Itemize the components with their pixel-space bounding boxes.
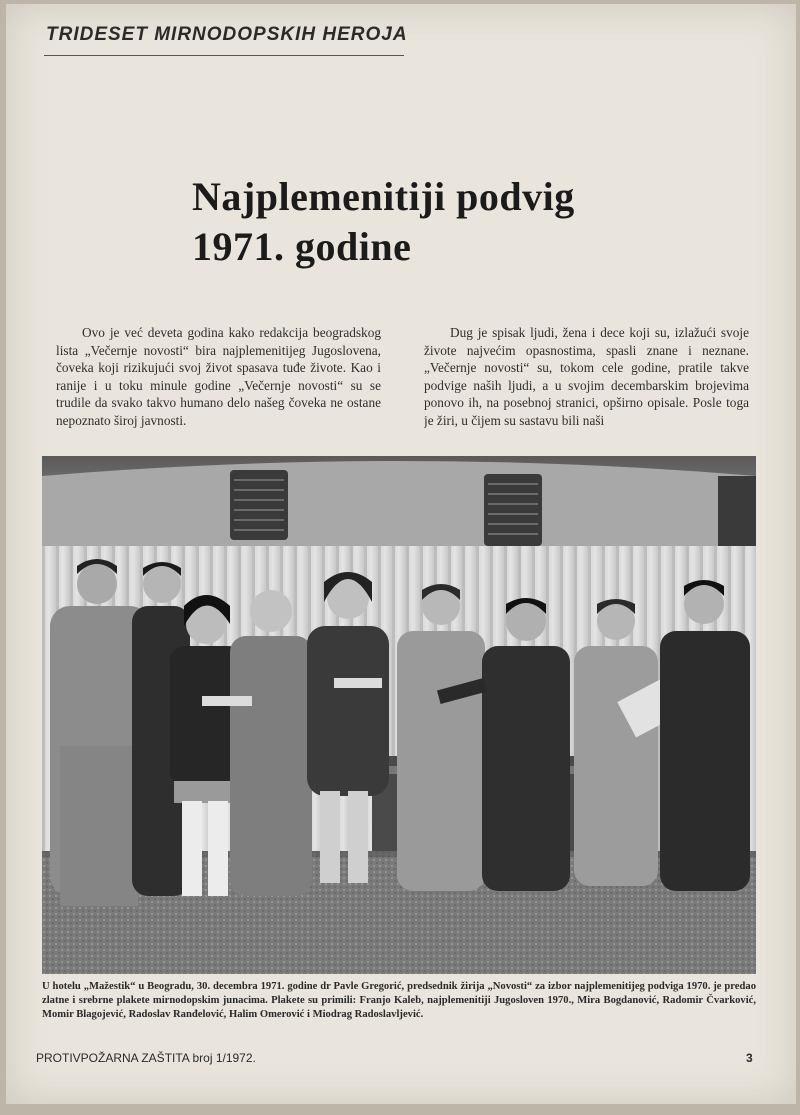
article-title-line-2: 1971. godine [192, 224, 412, 269]
article-column-right: Dug je spisak ljudi, žena i dece koji su, izlažući svoje živote najvećim opasnostima, spasli znane i neznane. „Večernje novosti“ su, tokom cele godine, pratile takve podvige naših ljudi, a u svojim decembarskim brojevima ponovo ih, na posebnoj stranici, opširno opisale. Posle toga je žiri, u čijem su sastavu bili naši [424, 325, 749, 428]
page-number: 3 [746, 1051, 753, 1065]
group-photo-illustration [42, 456, 756, 974]
article-title-line-1: Najplemenitiji podvig [192, 174, 575, 219]
magazine-page [6, 4, 796, 1104]
article-column-left: Ovo je već deveta godina kako redakcija beogradskog lista „Večernje novosti“ bira najplemenitijeg Jugoslovena, čoveka koji rizikujući svoj život spasava tuđe živote. Kao i ranije i u toku minule godine „Večernje novosti“ su se trudile da svako takvo humano delo našeg čoveka ne ostane nepoznato široj javnosti. [56, 325, 381, 428]
photo-caption: U hotelu „Mažestik“ u Beogradu, 30. decembra 1971. godine dr Pavle Gregorić, predsednik žirija „Novosti“ za izbor najplemenitijeg podviga 1970. je predao zlatne i srebrne plakete mirnodopskim junacima. Plakete su primili: Franjo Kaleb, najplemenitiji Jugosloven 1970., Mira Bogdanović, Radomir Čvarković, Momir Blagojević, Radoslav Ranđelović, Halim Omerović i Miodrag Radoslavljević. [42, 981, 756, 1020]
footer-publication: PROTIVPOŽARNA ZAŠTITA broj 1/1972. [36, 1051, 256, 1065]
article-title [192, 172, 752, 272]
header-rule [44, 55, 404, 56]
group-photo [42, 456, 756, 974]
section-header: TRIDESET MIRNODOPSKIH HEROJA [46, 24, 408, 45]
